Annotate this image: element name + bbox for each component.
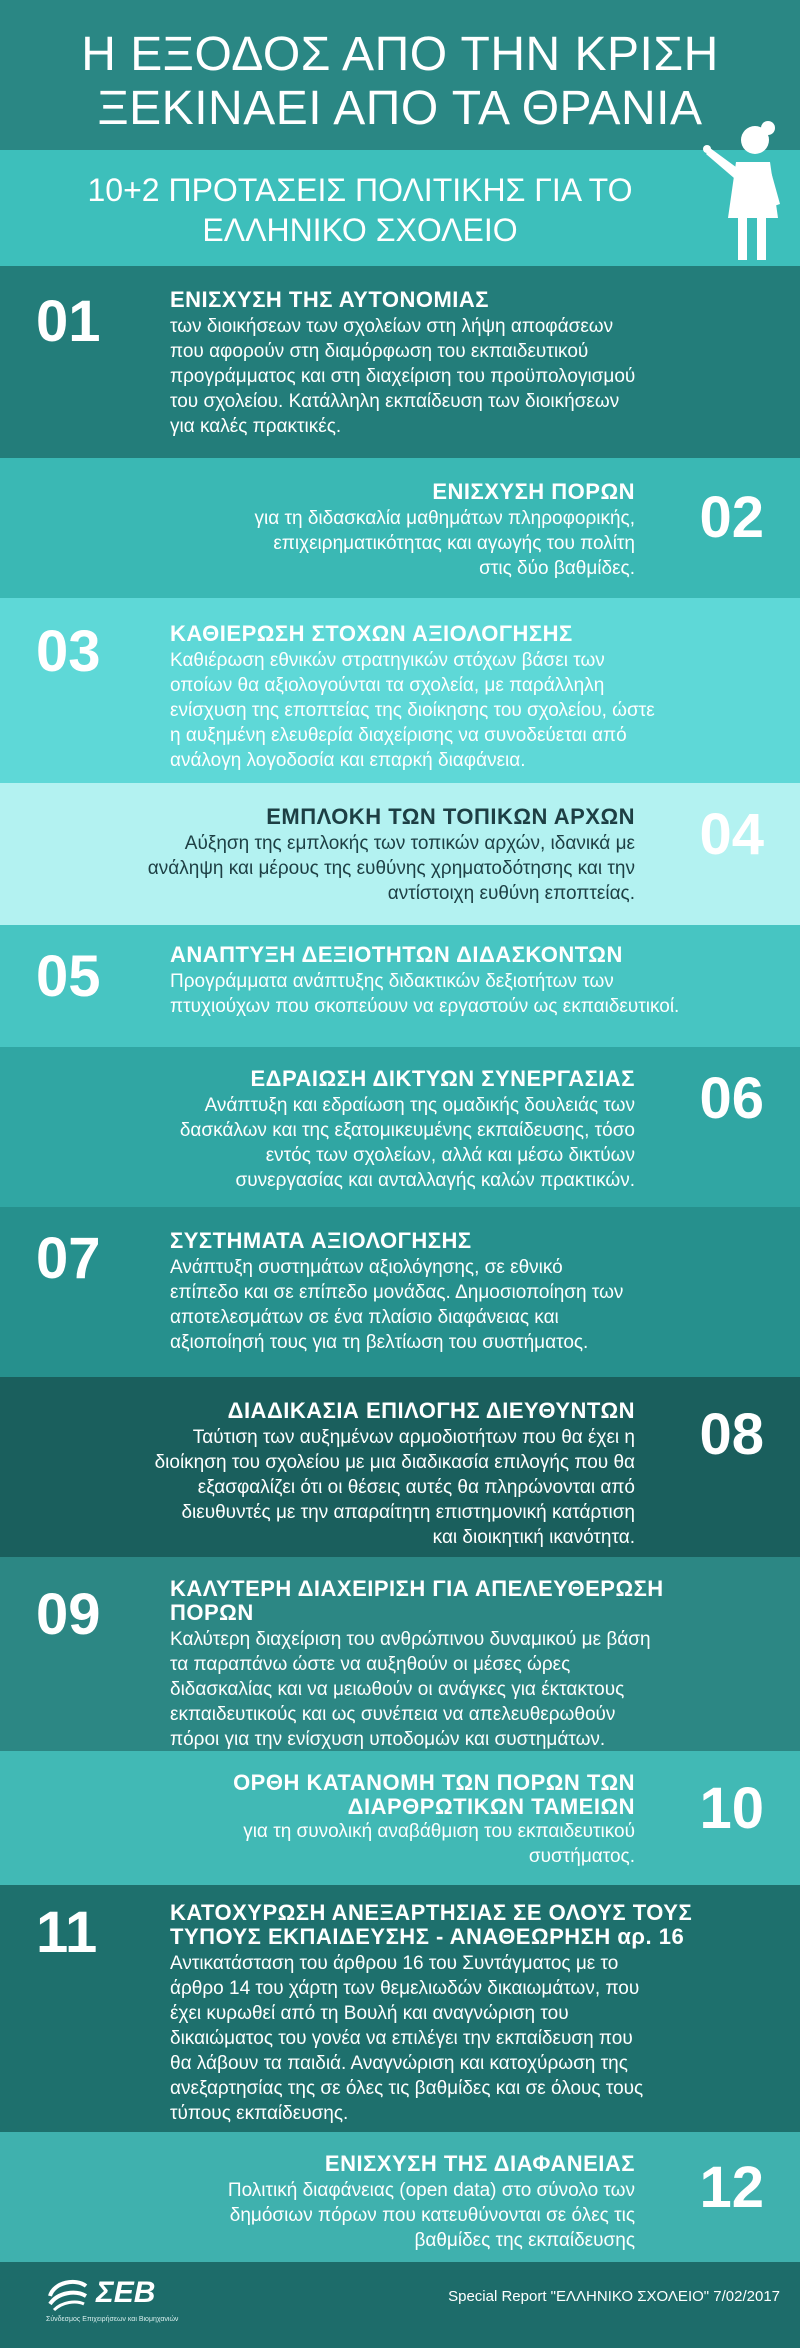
proposal-card-05 <box>0 925 800 1047</box>
proposal-number: 07 <box>36 1226 101 1291</box>
proposal-text: Ανάπτυξη και εδραίωση της ομαδικής δουλειάς των δασκάλων και της εξατομικευμένης εκπαίδευσης, τόσο εντός των σχολείων, αλλά και μέσω δικτύων συνεργασίας και ανταλλαγής καλών πρακτικών. <box>179 1095 635 1191</box>
proposal-number: 10 <box>699 1776 764 1841</box>
proposal-number: 03 <box>36 619 101 684</box>
subtitle-band <box>0 150 800 266</box>
pointing-child-icon <box>700 118 790 266</box>
proposal-card-10 <box>0 1751 800 1885</box>
proposal-title: ΟΡΘΗ ΚΑΤΑΝΟΜΗ ΤΩΝ ΠΟΡΩΝ ΤΩΝ ΔΙΑΡΘΡΩΤΙΚΩΝ ΤΑΜΕΙΩΝ <box>233 1770 635 1819</box>
proposal-title: ΕΝΙΣΧΥΣΗ ΤΗΣ ΑΥΤΟΝΟΜΙΑΣ <box>170 287 489 312</box>
proposal-text: Καθιέρωση εθνικών στρατηγικών στόχων βάσει των οποίων θα αξιολογούνται τα σχολεία, με παράλληλη ενίσχυση της εποπτείας της διοίκησης του σχολείου, ώστε η αυξημένη ελευθερία διαχείρισης να συνοδεύεται από ανάλογη λογοδοσία και επαρκή διαφάνεια. <box>170 650 655 771</box>
proposal-card-01 <box>0 266 800 458</box>
proposal-number: 01 <box>36 289 101 354</box>
proposal-title: ΚΑΘΙΕΡΩΣΗ ΣΤΟΧΩΝ ΑΞΙΟΛΟΓΗΣΗΣ <box>170 621 573 646</box>
proposal-number: 12 <box>699 2155 764 2220</box>
sev-logo <box>46 2276 179 2323</box>
proposal-title: ΚΑΤΟΧΥΡΩΣΗ ΑΝΕΞΑΡΤΗΣΙΑΣ ΣΕ ΟΛΟΥΣ ΤΟΥΣ ΤΥΠΟΥΣ ΕΚΠΑΙΔΕΥΣΗΣ - ΑΝΑΘΕΩΡΗΣΗ αρ. 16 <box>170 1900 693 1949</box>
proposal-title: ΕΝΙΣΧΥΣΗ ΤΗΣ ΔΙΑΦΑΝΕΙΑΣ <box>324 2151 635 2176</box>
proposal-title: ΣΥΣΤΗΜΑΤΑ ΑΞΙΟΛΟΓΗΣΗΣ <box>170 1228 472 1253</box>
proposal-text: Ανάπτυξη συστημάτων αξιολόγησης, σε εθνικό επίπεδο και σε επίπεδο μονάδας. Δημοσιοποίηση των αποτελεσμάτων σε ένα πλαίσιο διαφάνειας και αξιοποίησή τους για τη βελτίωση του συστήματος. <box>170 1257 624 1353</box>
proposal-card-07 <box>0 1207 800 1377</box>
proposal-card-08 <box>0 1377 800 1557</box>
proposal-title: ΕΝΙΣΧΥΣΗ ΠΟΡΩΝ <box>432 479 635 504</box>
proposal-text: Αύξηση της εμπλοκής των τοπικών αρχών, ιδανικά με ανάληψη και μέρους της ευθύνης χρηματοδότησης και την αντίστοιχη ευθύνη εποπτείας. <box>147 833 635 904</box>
proposal-card-06 <box>0 1047 800 1207</box>
logo-text: ΣΕΒ <box>96 2276 156 2309</box>
proposal-text: Προγράμματα ανάπτυξης διδακτικών δεξιοτήτων των πτυχιούχων που σκοπεύουν να εργαστούν ως εκπαιδευτικοί. <box>170 971 680 1017</box>
proposal-card-11 <box>0 1885 800 2132</box>
proposal-text: Καλύτερη διαχείριση του ανθρώπινου δυναμικού με βάση τα παραπάνω ώστε να αυξηθούν οι μέσες ώρες διδασκαλίας και να μειωθούν οι ανάγκες για έκτακτους εκπαιδευτικούς και ως συνέπεια να απελευθερωθούν πόροι για την ενίσχυση υποδομών και συστημάτων. <box>170 1629 651 1750</box>
sev-logo-icon <box>46 2276 90 2314</box>
proposal-card-04 <box>0 783 800 925</box>
proposal-text: για τη συνολική αναβάθμιση του εκπαιδευτικού συστήματος. <box>243 1821 635 1867</box>
proposal-title: ΕΜΠΛΟΚΗ ΤΩΝ ΤΟΠΙΚΩΝ ΑΡΧΩΝ <box>266 804 635 829</box>
header <box>0 0 800 266</box>
page-title: Η ΕΞΟΔΟΣ ΑΠΟ ΤΗΝ ΚΡΙΣΗ ΞΕΚΙΝΑΕΙ ΑΠΟ ΤΑ ΘΡΑΝΙΑ <box>81 28 719 135</box>
proposal-number: 08 <box>699 1402 764 1467</box>
proposal-text: Πολιτική διαφάνειας (open data) στο σύνολο των δημόσιων πόρων που κατευθύνονται σε όλες τις βαθμίδες της εκπαίδευσης <box>227 2180 635 2251</box>
report-credit: Special Report "ΕΛΛΗΝΙΚΟ ΣΧΟΛΕΙΟ" 7/02/2017 <box>448 2288 780 2305</box>
proposal-title: ΑΝΑΠΤΥΞΗ ΔΕΞΙΟΤΗΤΩΝ ΔΙΔΑΣΚΟΝΤΩΝ <box>170 942 623 967</box>
proposal-card-12 <box>0 2132 800 2262</box>
proposal-number: 04 <box>699 802 764 867</box>
proposal-text: Ταύτιση των αυξημένων αρμοδιοτήτων που θα έχει η διοίκηση του σχολείου με μια διαδικασία επιλογής που θα εξασφαλίζει ότι οι θέσεις αυτές θα πληρώνονται από διευθυντές με την απαραίτητη επιστημονική κατάρτιση και διοικητική ικανότητα. <box>154 1427 635 1548</box>
proposal-number: 06 <box>699 1066 764 1131</box>
proposal-card-02 <box>0 458 800 598</box>
proposal-number: 05 <box>36 944 101 1009</box>
proposal-card-03 <box>0 598 800 783</box>
proposal-title: ΕΔΡΑΙΩΣΗ ΔΙΚΤΥΩΝ ΣΥΝΕΡΓΑΣΙΑΣ <box>250 1066 635 1091</box>
proposal-text: των διοικήσεων των σχολείων στη λήψη αποφάσεων που αφορούν στη διαμόρφωση του εκπαιδευτικού προγράμματος και στη διαχείριση του προϋπολογισμού του σχολείου. Κατάλληλη εκπαίδευση των διοικήσεων για καλές πρακτικές. <box>170 316 636 437</box>
proposal-number: 11 <box>36 1900 98 1965</box>
proposal-number: 02 <box>699 485 764 550</box>
logo-subtext: Σύνδεσμος Επιχειρήσεων και Βιομηχανιών <box>46 2316 179 2323</box>
proposal-number: 09 <box>36 1582 101 1647</box>
proposal-title: ΚΑΛΥΤΕΡΗ ΔΙΑΧΕΙΡΙΣΗ ΓΙΑ ΑΠΕΛΕΥΘΕΡΩΣΗ ΠΟΡΩΝ <box>170 1576 664 1625</box>
proposal-text: για τη διδασκαλία μαθημάτων πληροφορικής, επιχειρηματικότητας και αγωγής του πολίτη στις δύο βαθμίδες. <box>254 508 635 579</box>
page-subtitle: 10+2 ΠΡΟΤΑΣΕΙΣ ΠΟΛΙΤΙΚΗΣ ΓΙΑ ΤΟ ΕΛΛΗΝΙΚΟ ΣΧΟΛΕΙΟ <box>87 172 633 248</box>
proposal-title: ΔΙΑΔΙΚΑΣΙΑ ΕΠΙΛΟΓΗΣ ΔΙΕΥΘΥΝΤΩΝ <box>227 1398 635 1423</box>
footer <box>0 2262 800 2330</box>
proposal-text: Αντικατάσταση του άρθρου 16 του Συντάγματος με το άρθρο 14 του χάρτη των θεμελιωδών δικαιωμάτων, που έχει κυρωθεί από τη Βουλή και αναγνώριση του δικαιώματος του γονέα να επιλέγει την εκπαίδευση που θα λάβουν τα παιδιά. Αναγνώριση και κατοχύρωση της ανεξαρτησίας της σε όλες τις βαθμίδες και σε όλους τους τύπους εκπαίδευσης. <box>170 1953 644 2124</box>
proposal-card-09 <box>0 1557 800 1751</box>
